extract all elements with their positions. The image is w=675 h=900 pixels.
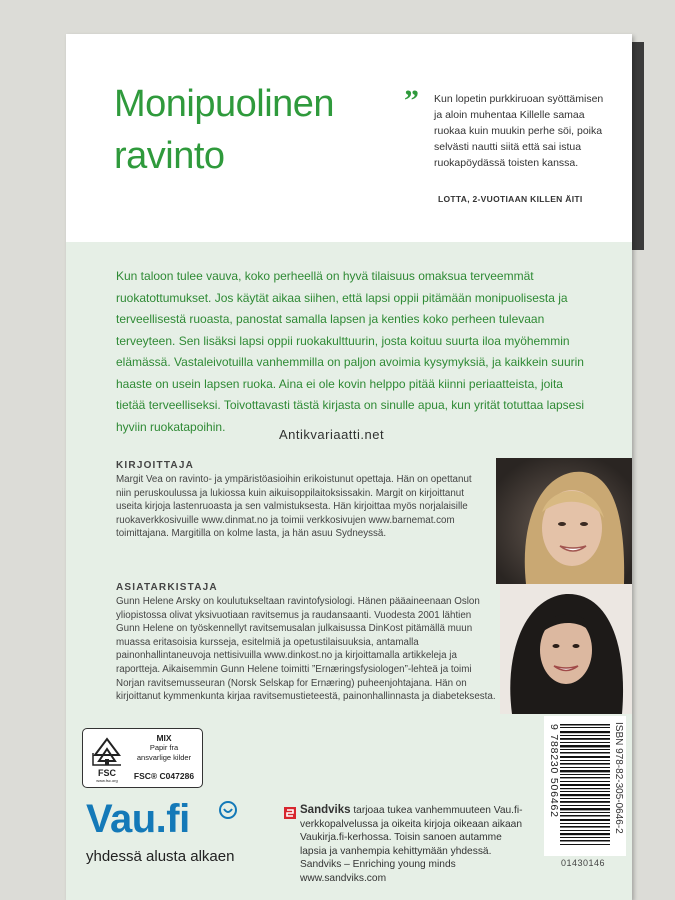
- fsc-text-block: [129, 733, 199, 781]
- sandviks-logo-icon: [284, 807, 296, 819]
- fsc-site: www.fsc.org: [96, 778, 118, 783]
- reviewer-photo: [500, 584, 632, 714]
- fsc-label: [82, 728, 203, 788]
- product-code: 01430146: [561, 858, 606, 868]
- testimonial-quote: Kun lopetin purkkiruoan syöttämisen ja aloin muhentaa Killelle samaa ruokaa kuin muukin perhe söi, poika selvästi nautti siitä että sai istua ruokapöydässä toisten kanssa.: [434, 93, 604, 169]
- fsc-line2: ansvarlige kilder: [136, 753, 192, 762]
- sandviks-url: www.sandviks.com: [300, 872, 387, 884]
- author-photo: [496, 458, 632, 584]
- isbn-label: ISBN 978-82-305-0646-2: [613, 722, 624, 834]
- fsc-line1: Papir fra: [149, 743, 179, 752]
- book-back-cover: [66, 34, 632, 900]
- sandviks-description: tarjoaa tukea vanhemmuuteen Vau.fi-verkkopalvelussa ja oikeita kirjoja oikeaan aikaan Vaukirja.fi-kerhossa. Toisin sanoen autamme lapsia ja vanhempia kehittymään yhdessä.: [300, 805, 523, 857]
- fsc-tree-icon: [89, 735, 125, 783]
- cover-header-panel: [66, 34, 632, 242]
- seller-watermark: Antikvariaatti.net: [279, 427, 385, 442]
- fsc-code: FSC® C047286: [133, 771, 195, 781]
- quote-attribution: LOTTA, 2-VUOTIAAN KILLEN ÄITI: [438, 194, 583, 204]
- author-bio: Margit Vea on ravinto- ja ympäristöasioihin erikoistunut opettaja. Hän on opettanut niin peruskoulussa ja lukiossa kuin aikuisoppilaitoksissakin. Margit on kirjoittanut useita kirjoja lastenruoasta ja sen valmistuksesta. Hän kirjoittaa myös norjalaisille ruokaverkkosivuille www.dinmat.no ja toimii verkkosivujen www.barnemat.com toimittajana. Margitilla on kolme lasta, ja hän asuu Sydneyssä.: [116, 474, 472, 540]
- cover-title-line2: ravinto: [114, 135, 225, 177]
- cover-title: [114, 78, 334, 182]
- book-spine-edge: [632, 42, 644, 250]
- cover-title-line1: Monipuolinen: [114, 83, 335, 125]
- sandviks-tagline: Sandviks – Enriching young minds: [300, 859, 456, 870]
- vau-slogan: yhdessä alusta alkaen: [86, 848, 235, 865]
- sandviks-text: [300, 804, 530, 885]
- fsc-logo-label: FSC: [98, 768, 116, 778]
- author-heading: KIRJOITTAJA: [116, 460, 195, 471]
- vau-smiley-icon: [218, 800, 238, 820]
- vau-logo: Vau.fi: [86, 797, 190, 841]
- fsc-mix: MIX: [156, 733, 172, 743]
- intro-paragraph: Kun taloon tulee vauva, koko perheellä on hyvä tilaisuus omaksua terveemmät ruokatottumukset. Jos käytät aikaa siihen, että lapsi oppii pitämään monipuolisesta ja terveellisestä ruoasta, panostat samalla lapsen ja kenties koko perheen tulevaan terveyteen. Sen lisäksi lapsi oppii ruokakulttuurin, josta koituu suurta iloa myöhemmin elämässä. Vastaleivotuilla vanhemmilla on paljon avoimia kysymyksiä, ja kaikkein suurin haaste on usein lapsen ruoka. Aina ei ole kovin helppo pitää kiinni periaatteista, joita tietää terveelliseksi. Toivottavasti tästä kirjasta on sinulle apua, kun yrität totuttaa lapsesi hyviin ruokatapoihin.: [116, 269, 585, 434]
- reviewer-heading: ASIATARKISTAJA: [116, 582, 218, 593]
- barcode-digits: 9 788230 506462: [548, 724, 560, 818]
- quote-mark-icon: ”: [404, 84, 419, 117]
- sandviks-brand: Sandviks: [300, 804, 351, 816]
- reviewer-bio: Gunn Helene Arsky on koulutukseltaan ravintofysiologi. Hänen pääaineenaan Oslon yliopistossa olivat yksivuotiaan ravitsemus ja raudansaanti. Vuodesta 2001 lähtien Gunn Helene on työskennellyt ravitsemusalan julkaisussa DinKost pitämällä muun muassa eritasoisia kursseja, esitelmiä ja opetustilaisuuksia, antamalla painonhallintaneuvoja nettisivuilla www.dinkost.no ja kirjoittamalla artikkeleja ja raportteja. Aikaisemmin Gunn Helene toimitti ”Ernæringsfysiologen”-lehteä ja toimi Norjan ravitsemusseuran (Norsk Selskap for Ernæring) puheenjohtajana. Hän on kirjoittanut kymmenkunta kirjaa ravitsemustieteestä, painonhallinnasta ja diabeteksesta.: [116, 596, 496, 703]
